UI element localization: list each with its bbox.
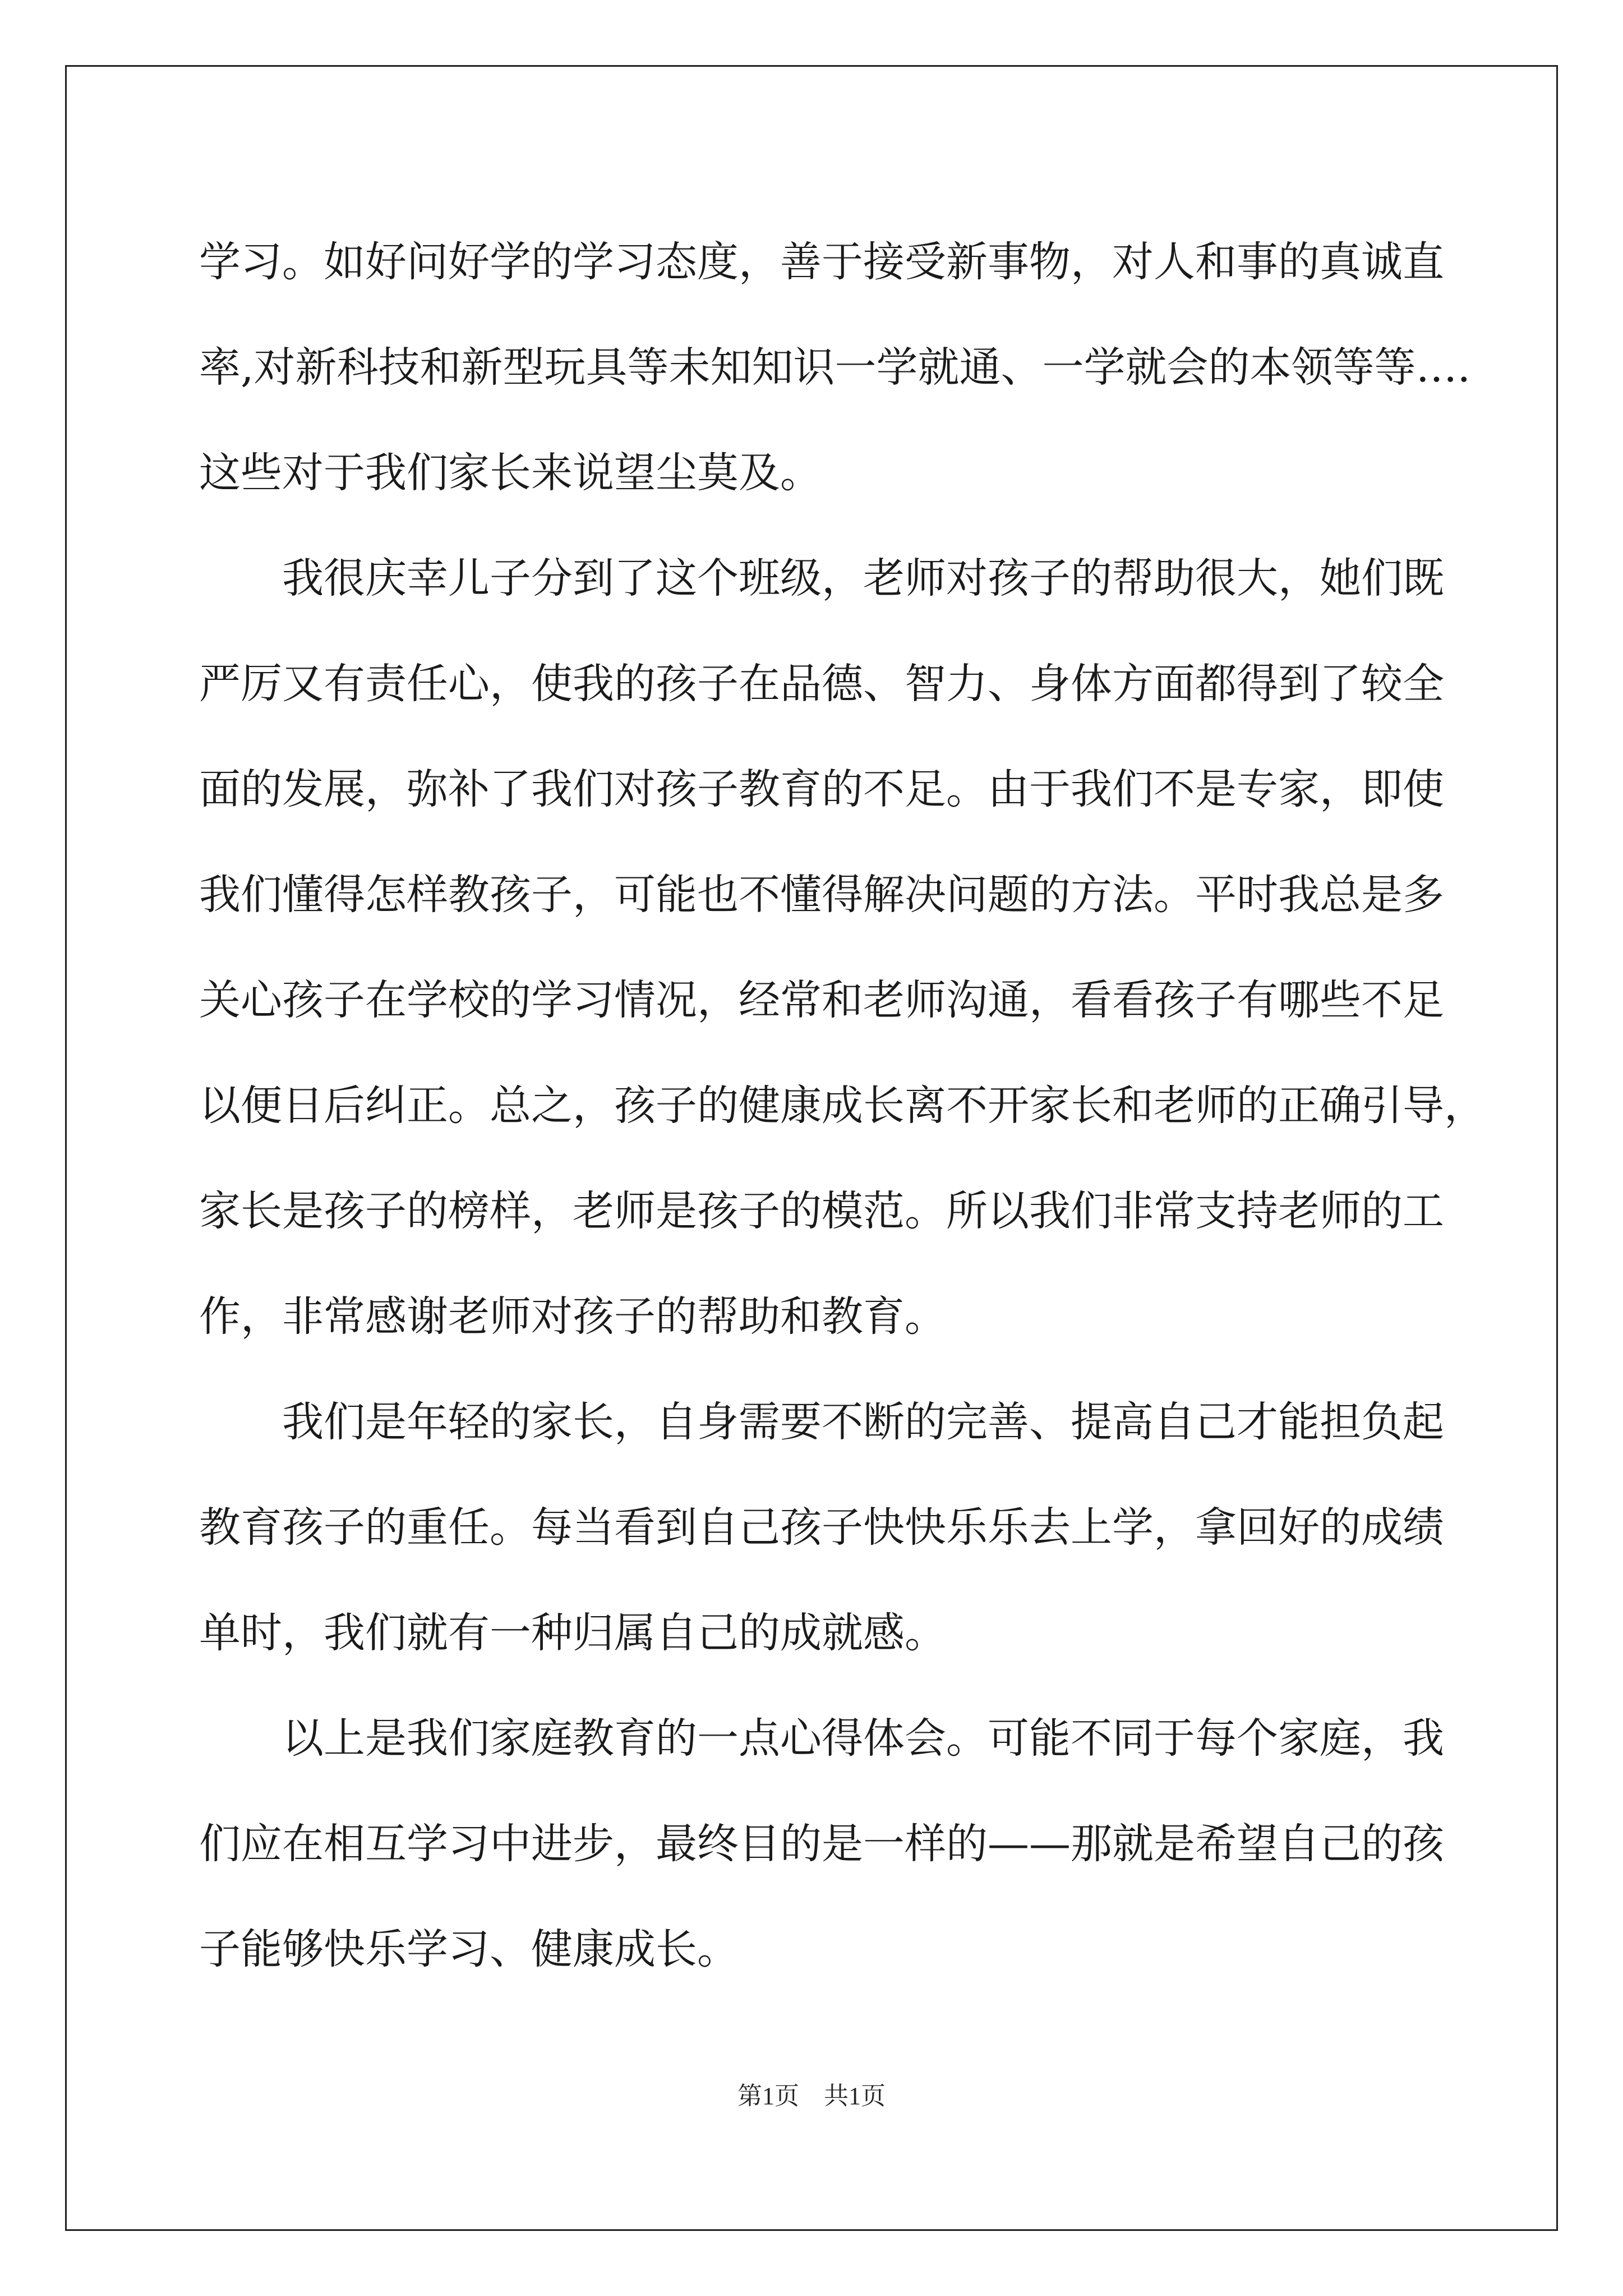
- text-line: 单时，我们就有一种归属自己的成就感。: [199, 1609, 946, 1657]
- text-line: 关心孩子在学校的学习情况，经常和老师沟通，看看孩子有哪些不足: [199, 976, 1444, 1024]
- text-line: 们应在相互学习中进步，最终目的是一样的——那就是希望自己的孩: [199, 1820, 1444, 1868]
- text-line: 作，非常感谢老师对孩子的帮助和教育。: [199, 1292, 946, 1341]
- page-footer: 第1页 共1页: [737, 2082, 886, 2110]
- document-body: [199, 209, 1486, 2002]
- text-line: 教育孩子的重任。每当看到自己孩子快快乐乐去上学，拿回好的成绩: [199, 1503, 1444, 1552]
- text-line: 率,对新科技和新型玩具等未知知识一学就通、一学就会的本领等等….: [199, 343, 1471, 392]
- text-line: 子能够快乐学习、健康成长。: [199, 1925, 739, 1973]
- text-line: 学习。如好问好学的学习态度，善于接受新事物，对人和事的真诚直: [199, 238, 1444, 286]
- text-line: 我们是年轻的家长，自身需要不断的完善、提高自己才能担负起: [282, 1398, 1444, 1446]
- text-line: 我很庆幸儿子分到了这个班级，老师对孩子的帮助很大，她们既: [282, 554, 1444, 602]
- text-line: 严厉又有责任心，使我的孩子在品德、智力、身体方面都得到了较全: [199, 660, 1444, 708]
- text-line: 家长是孩子的榜样，老师是孩子的模范。所以我们非常支持老师的工: [199, 1187, 1444, 1235]
- text-line: 面的发展，弥补了我们对孩子教育的不足。由于我们不是专家，即使: [199, 765, 1444, 813]
- text-line: 这些对于我们家长来说望尘莫及。: [199, 449, 822, 497]
- text-line: 我们懂得怎样教孩子，可能也不懂得解决问题的方法。平时我总是多: [199, 871, 1444, 919]
- text-line: 以上是我们家庭教育的一点心得体会。可能不同于每个家庭，我: [282, 1714, 1444, 1763]
- text-line: 以便日后纠正。总之，孩子的健康成长离不开家长和老师的正确引导，: [199, 1082, 1486, 1130]
